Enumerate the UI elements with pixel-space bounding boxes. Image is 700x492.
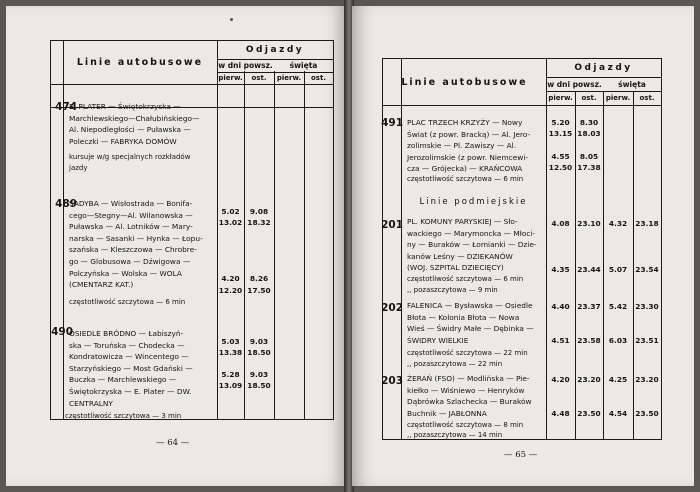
route-description xyxy=(407,373,543,419)
time-last: 23.44 xyxy=(577,265,601,274)
page-number: — 65 — xyxy=(504,450,538,460)
header-title: Linie autobusowe xyxy=(76,57,204,68)
route-description xyxy=(69,328,214,409)
rule xyxy=(217,72,333,73)
rule xyxy=(383,105,661,106)
time-last: 8.05 xyxy=(579,152,599,161)
time-last: 9.03 xyxy=(249,370,269,379)
time-last: 23.50 xyxy=(577,409,601,418)
route-description xyxy=(69,198,214,291)
time-first: 13.15 xyxy=(548,129,573,138)
time-first: 4.51 xyxy=(551,336,570,345)
header-last: ost. xyxy=(639,94,655,102)
route-frequency: częstotliwość szczytowa — 3 min xyxy=(65,412,182,420)
route-stops: FALENICA — Bysławska — Osiedle Błota — Kolonia Błota — Nowa Wieś — Świdry Małe — Dębinka — ŚWIDRY WIELKIE xyxy=(407,301,534,345)
time-last: 23.37 xyxy=(577,302,601,311)
route-number: 201 xyxy=(381,219,403,231)
page-number: — 64 — xyxy=(156,438,190,448)
route-frequency-offpeak: ,, pozaszczytowa — 9 min xyxy=(407,286,498,294)
header-first: pierw. xyxy=(548,94,573,102)
time-first: 4.55 xyxy=(551,152,570,161)
page-65 xyxy=(352,6,694,486)
rule xyxy=(63,41,64,419)
route-note-text: kursuje w/g specjalnych rozkładów jazdy xyxy=(69,153,191,172)
route-description xyxy=(407,216,543,274)
time-last: 9.08 xyxy=(249,207,269,216)
time-first: 4.40 xyxy=(551,302,570,311)
route-frequency: częstotliwość szczytowa — 6 min xyxy=(69,298,186,306)
time-first: 4.20 xyxy=(221,274,240,283)
time-first: 13.38 xyxy=(218,348,243,357)
route-stops: PLAC TRZECH KRZYŻY — Nowy Świat (z powr. Bracką) — Al. Jero- zolimskie — Pl. Zawiszy — Al. Jerozolimskie (z powr. Niemcewi- cza — Grójecka) — KRAŃCOWA xyxy=(407,118,531,174)
rule xyxy=(546,77,661,78)
time-first: 12.20 xyxy=(218,286,243,295)
time-first: 4.35 xyxy=(551,265,570,274)
header-weekday: w dni powsz. xyxy=(218,61,273,70)
time-first-holiday: 4.25 xyxy=(608,375,628,384)
route-frequency: częstotliwość szczytowa — 22 min xyxy=(407,349,528,357)
route-number: 202 xyxy=(381,302,403,314)
time-last-holiday: 23.18 xyxy=(635,219,659,228)
time-first: 4.48 xyxy=(551,409,570,418)
route-frequency: częstotliwość szczytowa — 6 min xyxy=(407,275,524,283)
header-title: Linie autobusowe xyxy=(401,77,528,88)
route-stops: OSIEDLE BRÓDNO — Łabiszyń- ska — Toruńska — Chodecka — Kondratowicza — Wincentego — Starzyńskiego — Most Gdański — Buczka — Marchlewskiego — Świętokrzyska — E. Plater — DW. CENTRALNY xyxy=(69,329,193,408)
header-holiday: święta xyxy=(618,80,646,89)
header-weekday: w dni powsz. xyxy=(547,80,602,89)
time-last: 23.10 xyxy=(577,219,601,228)
rule xyxy=(546,91,661,92)
time-last-holiday: 23.54 xyxy=(635,265,659,274)
route-frequency: częstotliwość szczytowa — 8 min xyxy=(407,421,524,429)
timetable-right xyxy=(382,58,662,440)
ink-speck xyxy=(230,18,233,21)
route-number: 491 xyxy=(381,117,403,129)
route-note xyxy=(69,152,190,174)
time-last-holiday: 23.51 xyxy=(635,336,659,345)
time-last: 18.03 xyxy=(577,129,601,138)
time-first: 13.02 xyxy=(218,218,243,227)
time-last: 8.26 xyxy=(249,274,269,283)
time-last: 9.03 xyxy=(249,337,269,346)
time-last: 18.32 xyxy=(247,218,271,227)
time-last-holiday: 23.30 xyxy=(635,302,659,311)
rule xyxy=(304,71,305,419)
section-title: Linie podmiejskie xyxy=(419,197,528,207)
time-first-holiday: 6.03 xyxy=(608,336,628,345)
time-last: 17.38 xyxy=(577,163,601,172)
time-last: 23.58 xyxy=(577,336,601,345)
route-frequency-offpeak: ,, pozaszczytowa — 22 min xyxy=(407,360,503,368)
route-number: 474 xyxy=(55,101,77,113)
header-first: pierw. xyxy=(218,74,243,82)
time-last: 23.20 xyxy=(577,375,601,384)
time-last-holiday: 23.20 xyxy=(635,375,659,384)
rule xyxy=(217,41,218,419)
header-odjazdy: Odjazdy xyxy=(245,45,305,55)
time-first: 4.20 xyxy=(551,375,570,384)
route-stops: ŻERAŃ (FSO) — Modlińska — Pie- kiełko — Wiśniewo — Henryków Dąbrówka Szlachecka — Buraków Buchnik — JABŁONNA xyxy=(407,374,532,418)
rule xyxy=(51,84,333,85)
route-stops: PL. KOMUNY PARYSKIEJ — Sło- wackiego — Marymoncka — Młoci- ny — Buraków — Łomianki — Dzie- kanów Leśny — DZIEKANÓW (WOJ. SZPITAL DZIECIĘCY) xyxy=(407,217,537,273)
time-first: 5.03 xyxy=(221,337,240,346)
time-first: 4.08 xyxy=(551,219,570,228)
header-first: pierw. xyxy=(605,94,631,102)
header-last: ost. xyxy=(311,74,326,82)
header-odjazdy: Odjazdy xyxy=(574,63,633,73)
time-last: 18.50 xyxy=(247,381,271,390)
time-first-holiday: 5.07 xyxy=(608,265,628,274)
route-description xyxy=(69,101,214,147)
time-first-holiday: 4.32 xyxy=(608,219,628,228)
route-description xyxy=(407,300,543,346)
route-frequency: częstotliwość szczytowa — 6 min xyxy=(407,175,524,183)
header-last: ost. xyxy=(581,94,597,102)
time-last: 18.50 xyxy=(247,348,271,357)
route-description xyxy=(407,117,543,175)
time-first: 12.50 xyxy=(548,163,573,172)
rule xyxy=(244,71,245,419)
timetable-left xyxy=(50,40,334,420)
route-number: 489 xyxy=(55,198,77,210)
header-first: pierw. xyxy=(276,74,302,82)
time-first: 5.20 xyxy=(551,118,570,127)
header-last: ost. xyxy=(251,74,267,82)
time-first-holiday: 4.54 xyxy=(608,409,628,418)
route-frequency-offpeak: ,, pozaszczytowa — 14 min xyxy=(407,431,503,439)
time-first: 5.28 xyxy=(221,370,240,379)
time-first: 13.09 xyxy=(218,381,243,390)
time-last: 8.30 xyxy=(579,118,599,127)
time-last: 17.50 xyxy=(247,286,271,295)
page-64 xyxy=(6,6,346,486)
time-first-holiday: 5.42 xyxy=(608,302,628,311)
route-stops: SADYBA — Wisłostrada — Bonifa- cego—Stegny—Al. Wilanowska — Puławska — Al. Lotników — Mary- narska — Sasanki — Hynka — Łopu- szańska — Kleszczowa — Chrobre- go — Globusowa — Dźwigowa — Polczyńska — Wolska — WOLA (CMENTARZ KAT.) xyxy=(69,199,203,290)
time-last-holiday: 23.50 xyxy=(635,409,659,418)
header-holiday: święta xyxy=(289,61,318,70)
time-first: 5.02 xyxy=(221,207,240,216)
rule xyxy=(274,71,275,419)
rule xyxy=(217,59,333,60)
route-number: 490 xyxy=(51,326,73,338)
route-number: 203 xyxy=(381,375,403,387)
route-stops: E. PLATER — Świętokrzyska — Marchlewskiego—Chałubińskiego— Al. Niepodległości — Puławska — Poleczki — FABRYKA DOMÓW xyxy=(69,102,200,146)
